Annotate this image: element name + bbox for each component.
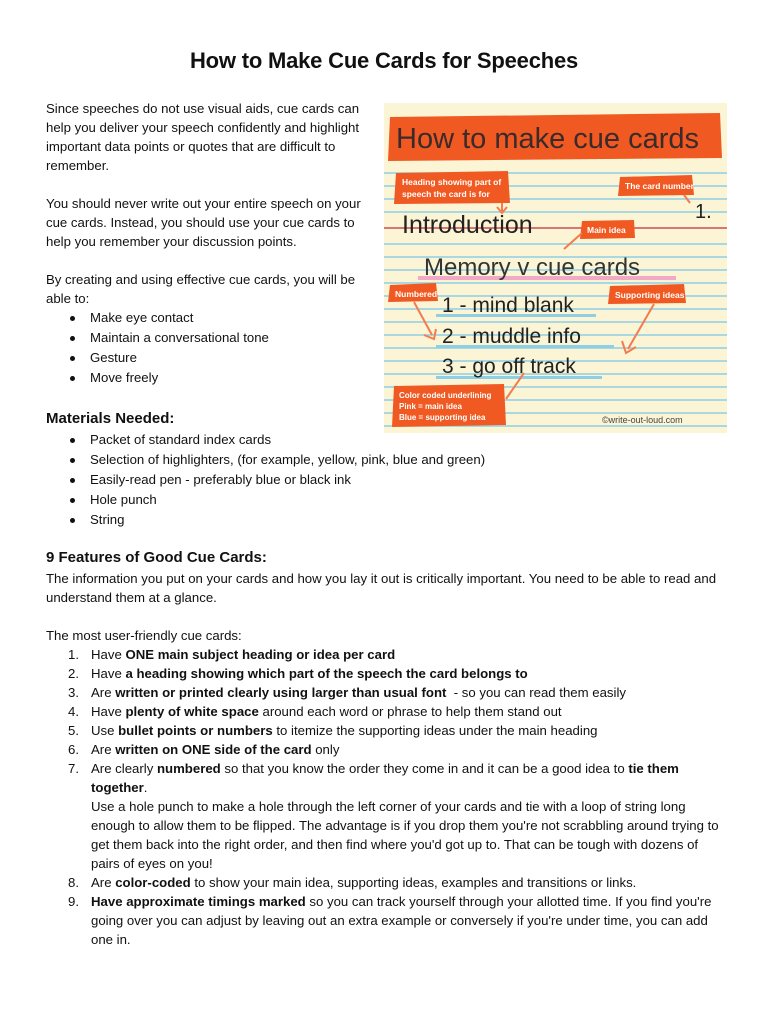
features-paragraph-1: The information you put on your cards and how you lay it out is critically important. You need to be able to read and understand them at a glance. [46,571,717,605]
intro-paragraph-3: By creating and using effective cue cards, you will be able to: [46,272,356,306]
features-heading: 9 Features of Good Cue Cards: [46,549,267,566]
list-item: Hole punch [46,490,706,510]
card-heading-text: Introduction [402,211,533,239]
list-item: String [46,510,706,530]
arrow-icon [414,302,432,335]
color-note-line-1: Color coded underlining [399,391,492,400]
features-section [46,548,726,949]
main-idea-text: Memory v cue cards [424,254,641,281]
intro-paragraph-2: You should never write out your entire speech on your cue cards. Instead, you should use your cue cards to help you remember your discussion points. [46,196,361,249]
list-item: Move freely [46,368,371,388]
supporting-item-1: 1 - mind blank [442,294,574,317]
materials-list [46,430,706,530]
card-number: 1. [695,201,712,223]
banner-title: How to make cue cards [396,123,700,155]
features-paragraph-2: The most user-friendly cue cards: [46,628,242,643]
supporting-item-3: 3 - go off track [442,355,576,378]
list-item: 2. Have a heading showing which part of the speech the card belongs to [68,666,528,681]
heading-callout-line-1: Heading showing part of [402,177,502,187]
list-item: 8. Are color-coded to show your main idea, supporting ideas, examples and transitions or links. [68,875,637,890]
list-item: 7. Are clearly numbered so that you know the order they come in and it can be a good idea to tie them together. Use a hole punch to make a hole through the left corner of your cards and tie with a loop of string long enough to allow them to be flipped. The advantage is if you drop them you're not scrabbling around trying to get them back into the right order, and then find where you'd got up to. That can be tough with dozens of pairs of eyes on you! [68,761,719,871]
image-credit: ©write-out-loud.com [602,415,683,425]
color-note-line-2: Pink = main idea [399,402,462,411]
features-list [46,645,726,949]
intro-section [46,99,371,388]
list-item: 9. Have approximate timings marked so you can track yourself through your allotted time. If you find you're going over you can adjust by leaving out an extra example or conversely if you're under time, you can add one in. [68,894,712,947]
color-note-line-3: Blue = supporting idea [399,413,486,422]
list-item: 6. Are written on ONE side of the card only [68,742,340,757]
list-item: Packet of standard index cards [46,430,706,450]
intro-paragraph-1: Since speeches do not use visual aids, cue cards can help you deliver your speech confidently and highlight important data points or quotes that are difficult to remember. [46,101,360,173]
list-item: Selection of highlighters, (for example, yellow, pink, blue and green) [46,450,706,470]
list-item: Maintain a conversational tone [46,328,371,348]
heading-callout-line-2: speech the card is for [402,189,490,199]
supporting-item-2: 2 - muddle info [442,325,581,348]
card-number-label: The card number [625,181,694,191]
arrow-icon [628,304,654,349]
list-item: 3. Are written or printed clearly using larger than usual font - so you can read them easily [68,685,626,700]
list-item: 1. Have ONE main subject heading or idea per card [68,647,396,662]
cue-card-illustration [384,103,727,433]
benefits-list [46,308,371,388]
list-item: 5. Use bullet points or numbers to itemize the supporting ideas under the main heading [68,723,598,738]
list-item: 4. Have plenty of white space around each word or phrase to help them stand out [68,704,562,719]
list-item: Gesture [46,348,371,368]
materials-section [46,409,706,530]
list-item: Easily-read pen - preferably blue or black ink [46,470,706,490]
arrow-icon [564,233,582,249]
cue-card-graphic [384,103,727,433]
materials-heading: Materials Needed: [46,410,175,427]
main-idea-label: Main idea [587,225,626,235]
list-item: Make eye contact [46,308,371,328]
heading-callout [394,171,510,204]
page-title: How to Make Cue Cards for Speeches [189,48,579,73]
numbered-label: Numbered [395,289,438,299]
supporting-ideas-label: Supporting ideas [615,290,685,300]
